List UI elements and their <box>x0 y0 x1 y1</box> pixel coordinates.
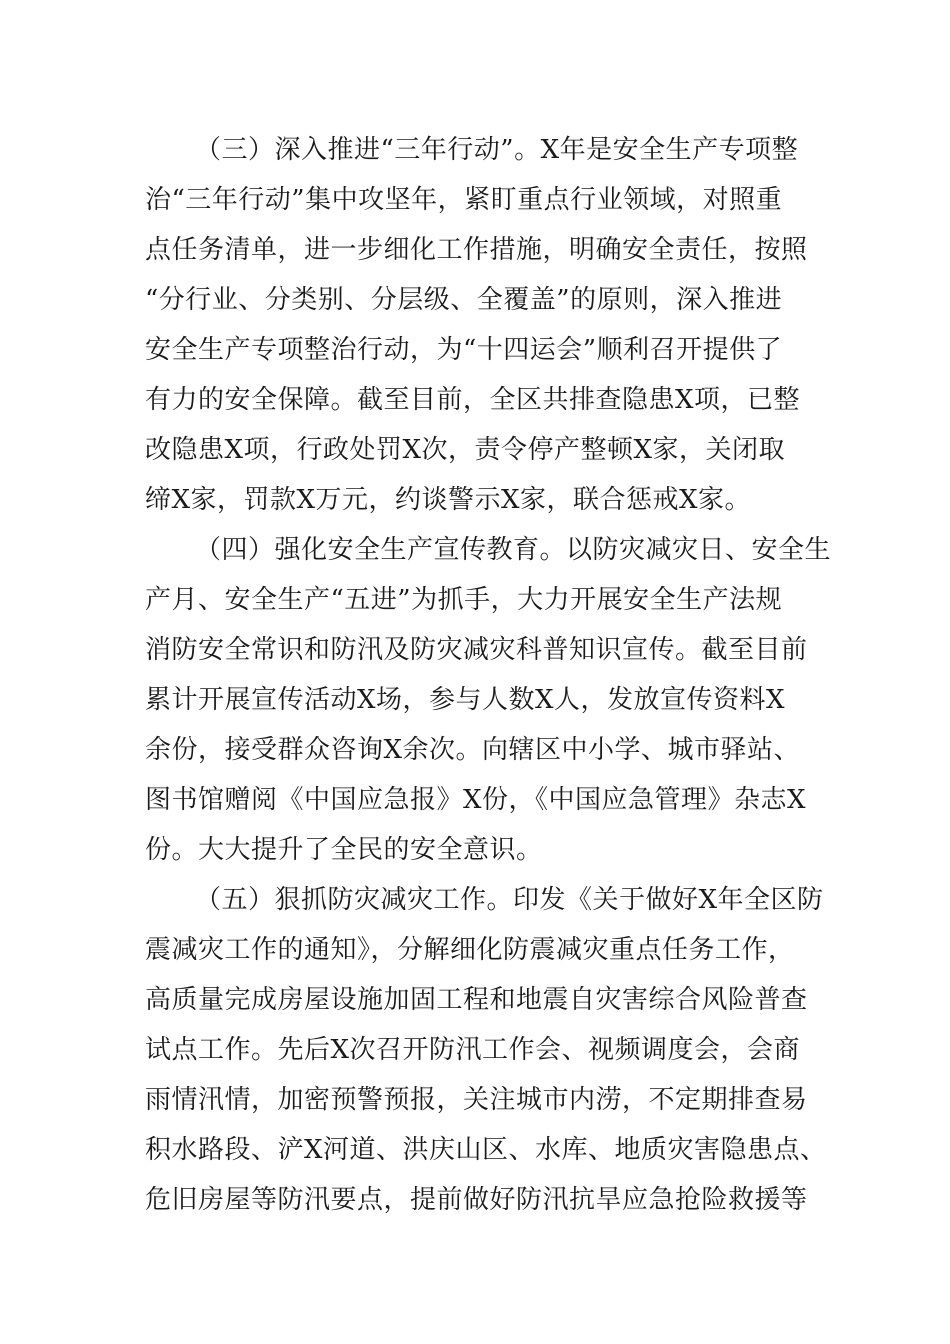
paragraph-4-line-6: 图书馆赠阅《中国应急报》X份，《中国应急管理》杂志X <box>145 785 807 815</box>
paragraph-5-line-5: 雨情汛情，加密预警预报，关注城市内涝，不定期排查易 <box>145 1085 808 1115</box>
paragraph-4-line-2: 产月、安全生产“五进”为抓手，大力开展安全生产法规 <box>145 585 783 615</box>
paragraph-3-line-5: 安全生产专项整治行动，为“十四运会”顺利召开提供了 <box>145 335 783 365</box>
paragraph-3-line-7: 改隐患X项，行政处罚X次，责令停产整顿X家，关闭取 <box>145 435 786 465</box>
paragraph-3-line-6: 有力的安全保障。截至目前，全区共排查隐患X项，已整 <box>145 385 801 415</box>
paragraph-3-line-3: 点任务清单，进一步细化工作措施，明确安全责任，按照 <box>145 235 808 265</box>
paragraph-5-line-7: 危旧房屋等防汛要点，提前做好防汛抗旱应急抢险救援等 <box>145 1185 808 1215</box>
paragraph-4-line-7: 份。大大提升了全民的安全意识。 <box>145 835 543 865</box>
paragraph-4-line-1: （四）强化安全生产宣传教育。以防灾减灾日、安全生 <box>195 535 832 565</box>
paragraph-3-line-1: （三）深入推进“三年行动”。X年是安全生产专项整 <box>195 135 799 165</box>
paragraph-5-line-6: 积水路段、浐X河道、洪庆山区、水库、地质灾害隐患点、 <box>145 1135 827 1165</box>
paragraph-5-line-1: （五）狠抓防灾减灾工作。印发《关于做好X年全区防 <box>195 885 824 915</box>
paragraph-3-line-4: “分行业、分类别、分层级、全覆盖”的原则，深入推进 <box>145 285 783 315</box>
paragraph-5-line-3: 高质量完成房屋设施加固工程和地震自灾害综合风险普查 <box>145 985 808 1015</box>
paragraph-3-line-2: 治“三年行动”集中攻坚年，紧盯重点行业领域，对照重 <box>145 185 783 215</box>
paragraph-4-line-5: 余份，接受群众咨询X余次。向辖区中小学、城市驿站、 <box>145 735 801 765</box>
paragraph-4-line-3: 消防安全常识和防汛及防灾减灾科普知识宣传。截至目前 <box>145 635 808 665</box>
paragraph-4-line-4: 累计开展宣传活动X场，参与人数X人，发放宣传资料X <box>145 685 786 715</box>
paragraph-5-line-4: 试点工作。先后X次召开防汛工作会、视频调度会，会商 <box>145 1035 801 1065</box>
paragraph-5-line-2: 震减灾工作的通知》，分解细化防震减灾重点任务工作， <box>145 935 795 965</box>
paragraph-3-line-8: 缔X家，罚款X万元，约谈警示X家，联合惩戒X家。 <box>145 485 752 515</box>
